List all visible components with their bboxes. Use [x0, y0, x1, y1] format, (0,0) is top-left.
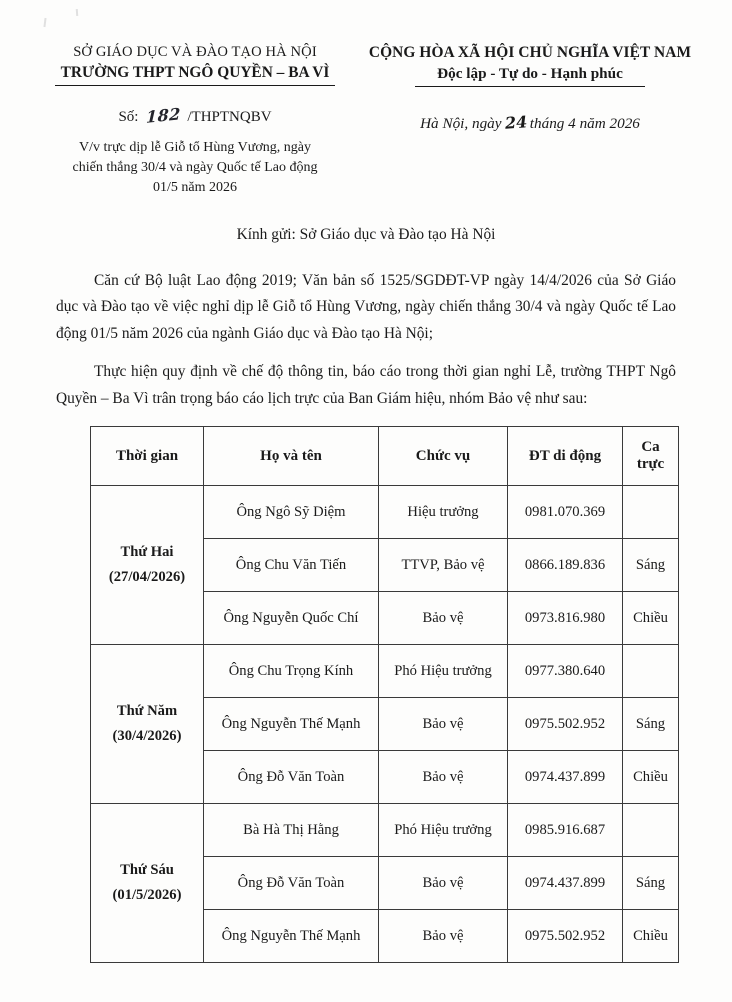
cell-name: Ông Chu Trọng Kính — [204, 645, 379, 698]
cell-day-group — [91, 486, 204, 645]
body-paragraph-1: Căn cứ Bộ luật Lao động 2019; Văn bản số 1525/SGDĐT-VP ngày 14/4/2026 của Sở Giáo dục và Đào tạo về việc nghỉ dịp lễ Giỗ tổ Hùng Vương, ngày chiến thắng 30/4 và ngày Quốc tế Lao động 01/5 năm 2026 của ngành Giáo dục và Đào tạo Hà Nội; — [56, 271, 676, 342]
document-subject — [34, 138, 356, 198]
cell-role: Bảo vệ — [379, 857, 508, 910]
duty-schedule-table-wrapper — [90, 426, 678, 963]
cell-name: Bà Hà Thị Hằng — [204, 804, 379, 857]
column-header-shift-line2: trực — [636, 456, 665, 473]
table-row — [91, 645, 679, 698]
cell-name: Ông Nguyễn Thế Mạnh — [204, 698, 379, 751]
cell-role: Bảo vệ — [379, 751, 508, 804]
issue-date-prefix: Hà Nội, ngày — [420, 115, 502, 132]
column-header-shift-line1: Ca — [641, 439, 660, 456]
document-number-handwritten: 182 — [146, 104, 182, 127]
school-name: TRƯỜNG THPT NGÔ QUYỀN – BA VÌ — [55, 64, 336, 86]
scan-artifact — [76, 9, 78, 16]
cell-shift: Sáng — [623, 698, 679, 751]
country-name: CỘNG HÒA XÃ HỘI CHỦ NGHĨA VIỆT NAM — [368, 44, 692, 61]
table-row — [91, 804, 679, 857]
cell-role: Hiệu trưởng — [379, 486, 508, 539]
table-header — [91, 427, 679, 486]
column-header-name: Họ và tên — [204, 427, 379, 486]
cell-name: Ông Nguyễn Quốc Chí — [204, 592, 379, 645]
cell-phone: 0975.502.952 — [508, 910, 623, 963]
cell-day-group — [91, 645, 204, 804]
day-date: (27/04/2026) — [108, 569, 186, 586]
column-header-role: Chức vụ — [379, 427, 508, 486]
cell-shift: Chiều — [623, 751, 679, 804]
cell-phone: 0981.070.369 — [508, 486, 623, 539]
day-name: Thứ Sáu — [120, 861, 174, 878]
cell-name: Ông Nguyễn Thế Mạnh — [204, 910, 379, 963]
column-header-shift — [623, 427, 679, 486]
day-date: (30/4/2026) — [112, 728, 182, 745]
cell-role: Bảo vệ — [379, 698, 508, 751]
issuing-authority-block — [28, 44, 356, 198]
cell-shift: Chiều — [623, 592, 679, 645]
duty-schedule-table — [90, 426, 679, 963]
cell-shift: Sáng — [623, 857, 679, 910]
national-motto: Độc lập - Tự do - Hạnh phúc — [415, 65, 645, 87]
cell-phone: 0985.916.687 — [508, 804, 623, 857]
cell-shift — [623, 804, 679, 857]
column-header-phone: ĐT di động — [508, 427, 623, 486]
cell-role: TTVP, Bảo vệ — [379, 539, 508, 592]
subject-line-3: 01/5 năm 2026 — [153, 179, 237, 195]
cell-role: Bảo vệ — [379, 592, 508, 645]
document-number-line — [34, 106, 356, 126]
cell-shift — [623, 486, 679, 539]
cell-phone: 0977.380.640 — [508, 645, 623, 698]
day-name: Thứ Hai — [120, 543, 174, 560]
recipient-line: Kính gửi: Sở Giáo dục và Đào tạo Hà Nội — [236, 225, 496, 243]
table-row — [91, 486, 679, 539]
subject-line-2: chiến thắng 30/4 và ngày Quốc tế Lao động — [72, 159, 318, 175]
issue-date-suffix: tháng 4 năm 2026 — [529, 115, 640, 132]
cell-shift: Sáng — [623, 539, 679, 592]
cell-name: Ông Đỗ Văn Toàn — [204, 857, 379, 910]
document-header — [0, 0, 732, 198]
day-date: (01/5/2026) — [112, 887, 182, 904]
subject-line-1: V/v trực dịp lễ Giỗ tổ Hùng Vương, ngày — [79, 140, 311, 155]
cell-name: Ông Chu Văn Tiến — [204, 539, 379, 592]
day-name: Thứ Năm — [116, 702, 178, 719]
national-heading-block — [356, 44, 704, 133]
issue-date-line — [356, 113, 704, 133]
cell-role: Bảo vệ — [379, 910, 508, 963]
issue-date-day-handwritten: 24 — [503, 112, 528, 133]
cell-phone: 0973.816.980 — [508, 592, 623, 645]
body-paragraph-2: Thực hiện quy định về chế độ thông tin, báo cáo trong thời gian nghỉ Lễ, trường THPT Ngô Quyền – Ba Vì trân trọng báo cáo lịch trực của Ban Giám hiệu, nhóm Bảo vệ như sau: — [56, 363, 676, 407]
cell-name: Ông Ngô Sỹ Diệm — [204, 486, 379, 539]
cell-phone: 0974.437.899 — [508, 857, 623, 910]
column-header-time: Thời gian — [91, 427, 204, 486]
cell-phone: 0866.189.836 — [508, 539, 623, 592]
cell-shift — [623, 645, 679, 698]
table-header-row — [91, 427, 679, 486]
cell-phone: 0975.502.952 — [508, 698, 623, 751]
cell-role: Phó Hiệu trưởng — [379, 804, 508, 857]
cell-day-group — [91, 804, 204, 963]
cell-name: Ông Đỗ Văn Toàn — [204, 751, 379, 804]
document-number-label: Số: — [118, 109, 139, 125]
cell-shift: Chiều — [623, 910, 679, 963]
document-body — [56, 244, 676, 412]
document-number-suffix: /THPTNQBV — [187, 109, 272, 125]
table-body — [91, 486, 679, 963]
cell-role: Phó Hiệu trưởng — [379, 645, 508, 698]
department-name: SỞ GIÁO DỤC VÀ ĐÀO TẠO HÀ NỘI — [73, 44, 317, 60]
cell-phone: 0974.437.899 — [508, 751, 623, 804]
